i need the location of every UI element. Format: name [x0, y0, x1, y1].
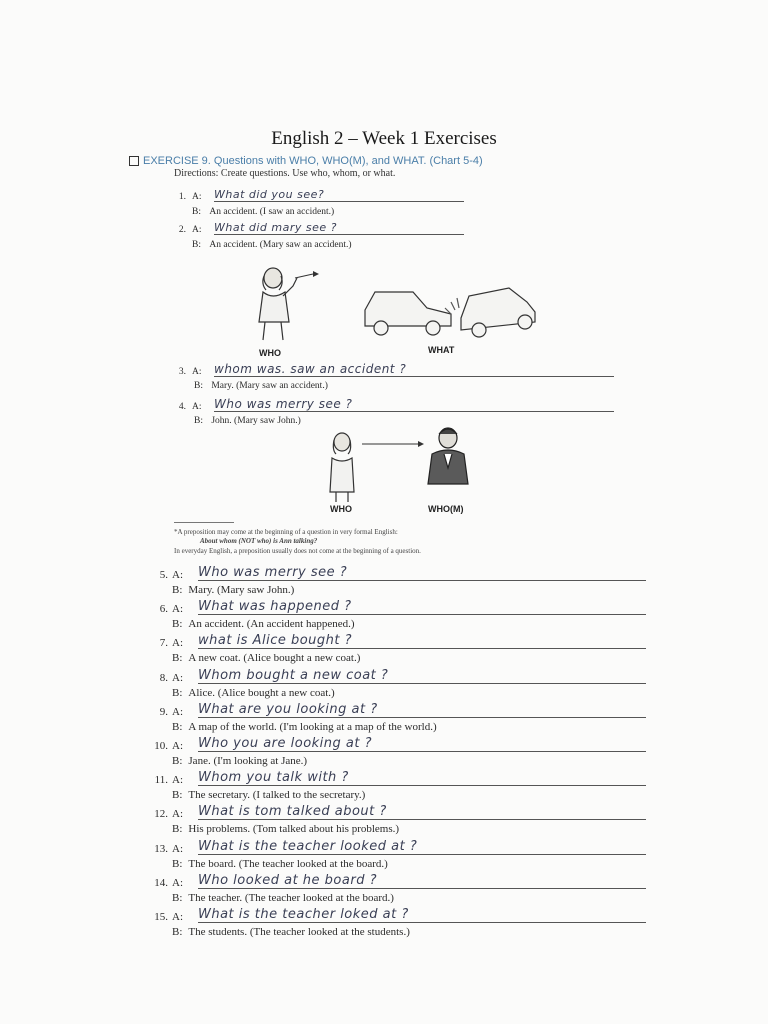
question-2: [174, 221, 464, 235]
response-text: Mary. (Mary saw John.): [188, 584, 295, 596]
speaker-a-label: A:: [172, 808, 183, 821]
question-14: [150, 873, 646, 889]
answer-field-14[interactable]: Who looked at he board ?: [198, 873, 646, 889]
page-title: English 2 – Week 1 Exercises: [271, 128, 497, 149]
question-5: [150, 565, 646, 581]
response-text: A map of the world. (I'm looking at a map of the world.): [188, 720, 437, 733]
question-6: [150, 599, 646, 615]
speaker-b-label: B:: [172, 720, 183, 733]
item-number: 1.: [178, 192, 186, 202]
speaker-b-label: B:: [172, 926, 183, 938]
exercise-heading-text: EXERCISE 9. Questions with WHO, WHO(M), and WHAT. (Chart 5-4): [143, 155, 483, 167]
speaker-b-label: B:: [172, 652, 183, 665]
speaker-a-label: A:: [172, 740, 183, 752]
response-9: [172, 721, 437, 733]
response-text: The board. (The teacher looked at the board.): [188, 857, 388, 870]
item-number: 8.: [159, 671, 168, 684]
speaker-a-label: A:: [192, 225, 202, 235]
item-number: 2.: [178, 225, 186, 235]
checkbox-icon: [129, 156, 139, 166]
answer-field-15[interactable]: What is the teacher loked at ?: [198, 907, 646, 923]
man-in-suit-icon: [428, 428, 468, 484]
response-text: An accident. (Mary saw an accident.): [209, 240, 352, 250]
item-number: 4.: [178, 402, 186, 412]
question-15: [150, 907, 646, 923]
item-number: 15.: [154, 911, 168, 923]
speaker-a-label: A:: [172, 603, 183, 616]
response-text: Jane. (I'm looking at Jane.): [188, 755, 308, 767]
question-11: [150, 770, 646, 786]
response-text: The teacher. (The teacher looked at the board.): [188, 891, 394, 904]
speaker-a-label: A:: [172, 774, 183, 787]
speaker-b-label: B:: [172, 857, 183, 870]
response-text: Mary. (Mary saw an accident.): [211, 381, 328, 391]
answer-field-9[interactable]: What are you looking at ?: [198, 702, 646, 718]
speaker-b-label: B:: [172, 891, 183, 904]
item-number: 11.: [154, 774, 168, 787]
question-9: [150, 702, 646, 718]
response-text: Alice. (Alice bought a new coat.): [188, 686, 335, 699]
response-8: [172, 687, 335, 699]
speaker-b-label: B:: [172, 823, 183, 836]
footnote-line-1: *A preposition may come at the beginning of a question in very formal English:: [174, 528, 398, 536]
item-number: 9.: [159, 705, 168, 718]
response-11: [172, 789, 365, 801]
item-number: 14.: [154, 876, 168, 889]
speaker-a-label: A:: [192, 192, 202, 202]
answer-field-13[interactable]: What is the teacher looked at ?: [198, 839, 646, 855]
response-6: [172, 618, 355, 630]
speaker-b-label: B:: [172, 584, 183, 596]
footnote-divider: [174, 522, 234, 523]
car-crash-icon: [365, 288, 535, 337]
exercise-heading: [129, 155, 483, 167]
speaker-b-label: B:: [194, 416, 203, 426]
speaker-a-label: A:: [172, 705, 183, 718]
speaker-a-label: A:: [192, 367, 202, 377]
response-text: A new coat. (Alice bought a new coat.): [188, 652, 361, 665]
response-text: His problems. (Tom talked about his problems.): [188, 823, 400, 836]
answer-field-11[interactable]: Whom you talk with ?: [198, 770, 646, 786]
answer-field-5[interactable]: Who was merry see ?: [198, 565, 646, 581]
question-8: [150, 668, 646, 684]
response-13: [172, 858, 388, 870]
item-number: 3.: [178, 367, 186, 377]
response-12: [172, 823, 399, 835]
response-1: [192, 207, 334, 217]
footnote-line-2: About whom (NOT who) is Ann talking?: [200, 537, 318, 545]
response-10: [172, 755, 307, 767]
speaker-a-label: A:: [172, 671, 183, 684]
response-text: John. (Mary saw John.): [211, 416, 301, 426]
woman-icon: [330, 433, 354, 502]
item-number: 12.: [154, 808, 168, 821]
response-5: [172, 584, 294, 596]
answer-field-4[interactable]: Who was merry see ?: [214, 397, 614, 412]
question-13: [150, 839, 646, 855]
illustration-who-whom: [320, 424, 480, 504]
answer-field-1[interactable]: What did you see?: [214, 188, 464, 202]
answer-field-7[interactable]: what is Alice bought ?: [198, 633, 646, 649]
speaker-b-label: B:: [172, 755, 183, 767]
answer-field-10[interactable]: Who you are looking at ?: [198, 736, 646, 752]
item-number: 6.: [159, 603, 168, 616]
response-text: The students. (The teacher looked at the students.): [188, 926, 410, 938]
speaker-a-label: A:: [192, 402, 202, 412]
question-1: [174, 188, 464, 202]
speaker-a-label: A:: [172, 876, 183, 889]
caption-what: WHAT: [428, 345, 455, 355]
speaker-a-label: A:: [172, 911, 183, 923]
item-number: 13.: [154, 842, 168, 855]
woman-looking-icon: [259, 268, 297, 340]
caption-whom: WHO(M): [428, 504, 464, 514]
question-12: [150, 804, 646, 820]
question-4: [174, 397, 614, 412]
response-14: [172, 892, 394, 904]
answer-field-3[interactable]: whom was. saw an accident ?: [214, 362, 614, 377]
response-3: [194, 381, 328, 391]
response-15: [172, 926, 410, 938]
response-text: An accident. (I saw an accident.): [209, 207, 335, 217]
response-text: An accident. (An accident happened.): [188, 618, 355, 631]
answer-field-8[interactable]: Whom bought a new coat ?: [198, 668, 646, 684]
answer-field-12[interactable]: What is tom talked about ?: [198, 804, 646, 820]
speaker-b-label: B:: [192, 207, 201, 217]
caption-who-1: WHO: [259, 348, 281, 358]
answer-field-2[interactable]: What did mary see ?: [214, 221, 464, 235]
speaker-b-label: B:: [172, 686, 183, 699]
speaker-a-label: A:: [172, 842, 183, 855]
item-number: 7.: [159, 637, 168, 650]
item-number: 5.: [159, 569, 168, 581]
speaker-b-label: B:: [172, 789, 183, 802]
response-4: [194, 416, 301, 426]
question-10: [150, 736, 646, 752]
speaker-a-label: A:: [172, 569, 183, 581]
response-text: The secretary. (I talked to the secretary.): [188, 789, 366, 802]
response-2: [192, 240, 352, 250]
question-7: [150, 633, 646, 649]
response-7: [172, 652, 360, 664]
speaker-b-label: B:: [172, 618, 183, 631]
item-number: 10.: [154, 740, 168, 752]
speaker-b-label: B:: [194, 381, 203, 391]
exercise-directions: Directions: Create questions. Use who, whom, or what.: [174, 168, 396, 179]
speaker-b-label: B:: [192, 240, 201, 250]
answer-field-6[interactable]: What was happened ?: [198, 599, 646, 615]
caption-who-2: WHO: [330, 504, 352, 514]
speaker-a-label: A:: [172, 637, 183, 650]
footnote-line-3: In everyday English, a preposition usually does not come at the beginning of a question.: [174, 547, 421, 555]
question-3: [174, 362, 614, 377]
illustration-who-what: [245, 262, 555, 350]
